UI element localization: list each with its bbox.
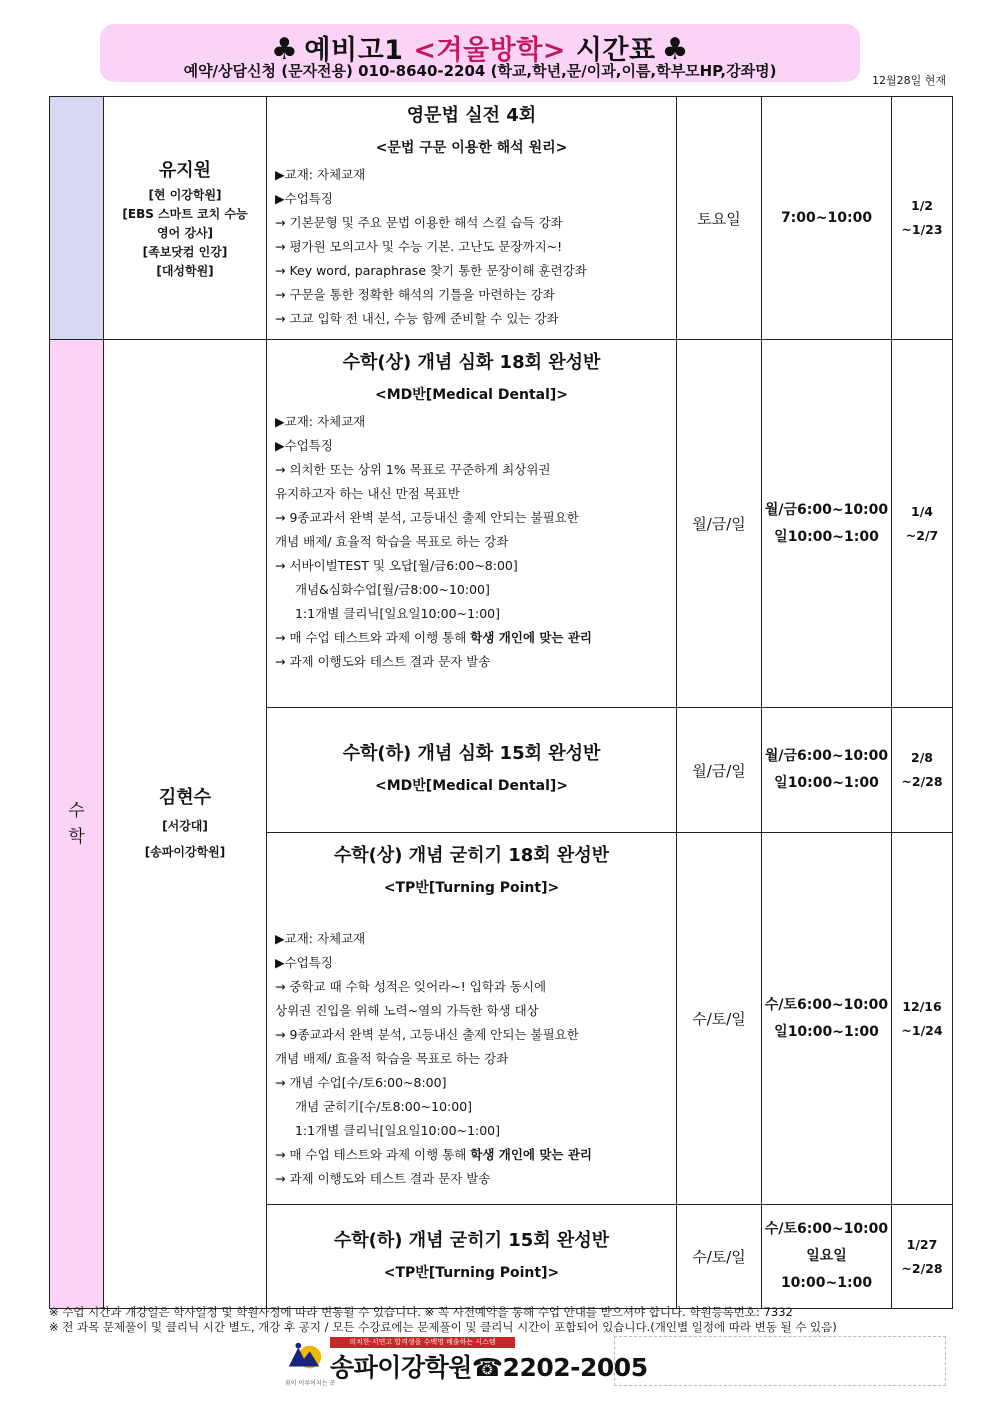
- title-part1: 예비고1: [304, 35, 404, 66]
- logo-mark-icon: [285, 1338, 323, 1376]
- course-line: → 9종교과서 완벽 분석, 고등내신 출제 안되는 불필요한: [275, 1027, 579, 1042]
- course-line: 개념 굳히기[수/토8:00~10:00]: [295, 1099, 473, 1114]
- period-start: 1/2: [911, 198, 933, 213]
- logo-tagline: 꿈이 이루어지는 곳: [285, 1380, 336, 1387]
- teacher-info-line: [대성학원]: [156, 263, 214, 278]
- course-cell: [267, 340, 677, 708]
- period-start: 2/8: [911, 750, 933, 765]
- course-title: 수학(상) 개념 심화 18회 완성반: [342, 352, 601, 373]
- footnote-line: ※ 수업 시간과 개강일은 학사일정 및 학원사정에 따라 변동될 수 있습니다. ※ 꼭 사전예약을 통해 수업 안내를 받으셔야 합니다. 학원등록번호: 7332: [49, 1305, 793, 1319]
- course-subtitle: <TP반[Turning Point]>: [383, 1264, 560, 1281]
- title-part2: 시간표: [575, 35, 656, 66]
- course-cell: [267, 97, 677, 340]
- course-cell: [267, 833, 677, 1205]
- course-days: 토요일: [677, 97, 762, 340]
- period-end: ~2/7: [905, 527, 939, 543]
- course-line: → 평가원 모의고사 및 수능 기본. 고난도 문장까지~!: [275, 239, 563, 254]
- time-line: 일10:00~1:00: [774, 528, 879, 545]
- teacher-info-line: 영어 강사]: [156, 225, 214, 240]
- course-line: → 서바이벌TEST 및 오답[월/금6:00~8:00]: [275, 558, 518, 573]
- teacher-name: 김현수: [158, 787, 212, 808]
- course-line: 개념 배제/ 효율적 학습을 목표로 하는 강좌: [275, 534, 509, 549]
- course-line: ▶수업특징: [275, 438, 333, 453]
- time-line: 7:00~10:00: [780, 209, 873, 226]
- time-line: 10:00~1:00: [780, 1275, 873, 1291]
- course-line: 개념&심화수업[월/금8:00~10:00]: [295, 582, 490, 597]
- header-banner: [100, 24, 860, 82]
- logo-slogan: 의치한·서연고 합격생을 수백명 배출하는 시스템: [330, 1337, 515, 1348]
- mgmt-bold: 학생 개인에 맞는 관리: [470, 630, 592, 645]
- course-period: [892, 833, 953, 1205]
- course-line: 유지하고자 하는 내신 만점 목표반: [275, 486, 460, 501]
- course-title: 수학(하) 개념 심화 15회 완성반: [342, 743, 601, 764]
- english-row: [50, 97, 953, 340]
- course-subtitle: <문법 구문 이용한 해석 원리>: [375, 140, 568, 156]
- subject-char: 수: [68, 801, 85, 821]
- course-times: [762, 833, 892, 1205]
- teacher-cell: [104, 340, 267, 1309]
- teacher-info-line: [족보닷컴 인강]: [142, 244, 228, 259]
- mgmt-bold: 학생 개인에 맞는 관리: [470, 1147, 592, 1162]
- time-line: 월/금6:00~10:00: [764, 501, 889, 518]
- course-times: [762, 708, 892, 833]
- mgmt-prefix: → 매 수업 테스트와 과제 이행 통해: [275, 1147, 471, 1162]
- footnote-line: ※ 전 과목 문제풀이 및 클리닉 시간 별도, 개강 후 공지 / 모든 수강료에는 문제풀이 및 클리닉 시간이 포함되어 있습니다.(개인별 일정에 따라 변동 될 수 있음): [49, 1320, 837, 1334]
- teacher-name: 유지원: [158, 159, 212, 181]
- academy-logo: [285, 1336, 648, 1387]
- time-line: 일10:00~1:00: [774, 775, 879, 791]
- subject-cell-english: [50, 97, 104, 340]
- course-line: ▶교재: 자체교재: [275, 931, 366, 946]
- course-line: [275, 1143, 668, 1167]
- course-period: [892, 1205, 953, 1309]
- course-cell: [267, 1205, 677, 1309]
- course-line: → 고교 입학 전 내신, 수능 함께 준비할 수 있는 강좌: [275, 311, 559, 326]
- date-note: 12월28일 현재: [872, 74, 946, 87]
- time-line: 일요일: [806, 1248, 847, 1264]
- period-start: 12/16: [902, 998, 942, 1014]
- period-end: ~1/24: [901, 1022, 943, 1038]
- course-line: [275, 626, 668, 650]
- course-line: → Key word, paraphrase 찾기 통한 문장이해 훈련강좌: [275, 263, 587, 278]
- course-subtitle: <TP반[Turning Point]>: [383, 880, 560, 896]
- math-row-1: [50, 340, 953, 708]
- course-cell: [267, 708, 677, 833]
- course-days: 수/토/일: [677, 833, 762, 1205]
- time-line: 일10:00~1:00: [774, 1023, 879, 1040]
- course-title: 수학(하) 개념 굳히기 15회 완성반: [333, 1229, 610, 1251]
- course-days: 월/금/일: [677, 708, 762, 833]
- course-line: 상위권 진입을 위해 노력~열의 가득한 학생 대상: [275, 1003, 539, 1018]
- course-line: ▶수업특징: [275, 191, 333, 206]
- course-line: → 중학교 때 수학 성적은 잊어라~! 입학과 동시에: [275, 979, 547, 994]
- subject-char: 학: [68, 827, 85, 847]
- period-end: ~2/28: [901, 1260, 943, 1276]
- course-days: 수/토/일: [677, 1205, 762, 1309]
- course-period: [892, 708, 953, 833]
- course-times: [762, 97, 892, 340]
- club-icon: ♣: [271, 32, 299, 67]
- course-subtitle: <MD반[Medical Dental]>: [374, 387, 569, 403]
- footnotes: [49, 1305, 954, 1335]
- period-start: 1/27: [906, 1236, 938, 1252]
- subject-cell-math: [50, 340, 104, 1309]
- course-line: → 기본문형 및 주요 문법 이용한 해석 스킬 습득 강좌: [275, 215, 563, 230]
- teacher-info-line: [EBS 스마트 코치 수능: [122, 206, 248, 221]
- contact-subtitle: 예약/상담신청 (문자전용) 010-8640-2204 (학교,학년,문/이과,이름,학부모HP,강좌명): [183, 62, 777, 80]
- course-subtitle: <MD반[Medical Dental]>: [374, 778, 569, 794]
- academy-name-phone: [330, 1348, 648, 1384]
- course-line: → 9종교과서 완벽 분석, 고등내신 출제 안되는 불필요한: [275, 510, 579, 525]
- club-icon: ♣: [661, 32, 689, 67]
- academy-name: 송파이강학원: [330, 1353, 472, 1382]
- schedule-table: [49, 96, 953, 1309]
- period-end: ~1/23: [901, 222, 943, 237]
- course-line: → 의치한 또는 상위 1% 목표로 꾸준하게 최상위권: [275, 462, 551, 477]
- period-end: ~2/28: [901, 774, 943, 789]
- course-times: [762, 340, 892, 708]
- teacher-info-line: [서강대]: [162, 819, 208, 833]
- period-start: 1/4: [911, 503, 933, 519]
- course-line: → 과제 이행도와 테스트 결과 문자 발송: [275, 1171, 491, 1186]
- time-line: 수/토6:00~10:00: [764, 996, 889, 1013]
- mgmt-prefix: → 매 수업 테스트와 과제 이행 통해: [275, 630, 471, 645]
- course-title: 영문법 실전 4회: [406, 105, 537, 126]
- teacher-cell: [104, 97, 267, 340]
- course-line: 1:1개별 클리닉[일요일10:00~1:00]: [295, 1123, 501, 1138]
- course-period: [892, 97, 953, 340]
- course-line: 1:1개별 클리닉[일요일10:00~1:00]: [295, 606, 501, 621]
- course-title: 수학(상) 개념 굳히기 18회 완성반: [333, 845, 610, 866]
- teacher-info-line: [현 이강학원]: [148, 187, 222, 202]
- course-line: → 과제 이행도와 테스트 결과 문자 발송: [275, 654, 491, 669]
- course-period: [892, 340, 953, 708]
- title-highlight: <겨울방학>: [413, 35, 566, 66]
- course-days: 월/금/일: [677, 340, 762, 708]
- academy-phone: ☎2202-2005: [471, 1353, 648, 1382]
- time-line: 수/토6:00~10:00: [764, 1221, 889, 1237]
- teacher-info-line: [송파이강학원]: [144, 845, 226, 859]
- time-line: 월/금6:00~10:00: [764, 748, 889, 764]
- course-line: → 개념 수업[수/토6:00~8:00]: [275, 1075, 447, 1090]
- course-times: [762, 1205, 892, 1309]
- course-line: → 구문을 통한 정확한 해석의 기틀을 마련하는 강좌: [275, 287, 555, 302]
- blank-box: [614, 1336, 946, 1386]
- course-line: ▶교재: 자체교재: [275, 167, 366, 182]
- course-line: 개념 배제/ 효율적 학습을 목표로 하는 강좌: [275, 1051, 509, 1066]
- course-line: ▶수업특징: [275, 955, 333, 970]
- course-line: ▶교재: 자체교재: [275, 414, 366, 429]
